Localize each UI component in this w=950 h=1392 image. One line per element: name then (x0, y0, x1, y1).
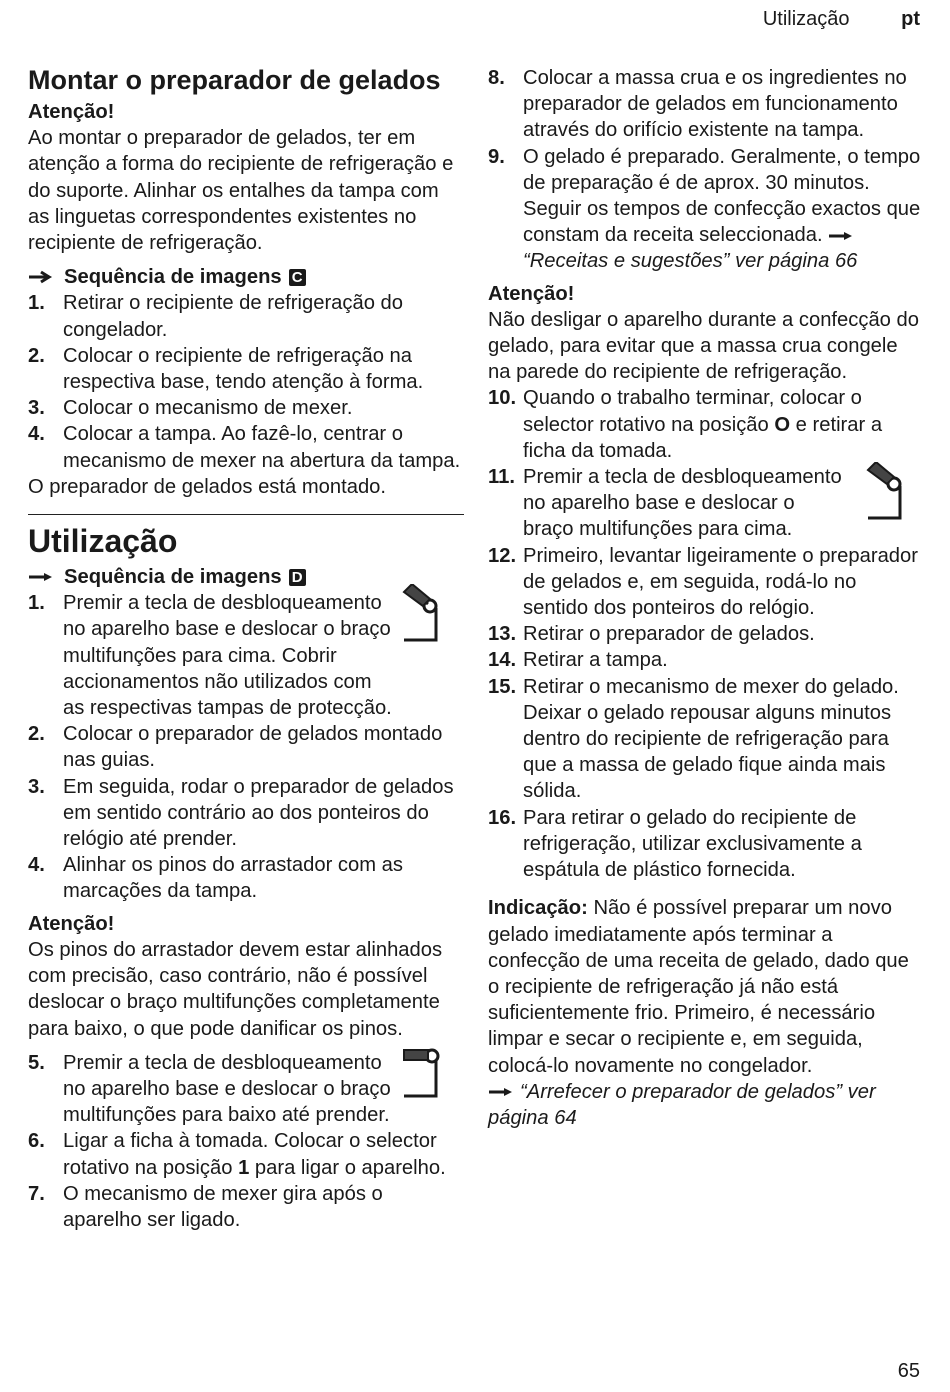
step-text-pre: Ligar a ficha à tomada. Colocar o selector rotativo na posição (63, 1130, 437, 1179)
step-number: 7. (28, 1182, 45, 1205)
arm-up-icon (866, 462, 910, 524)
step-text: Em seguida, rodar o preparador de gelados em sentido contrário ao dos ponteiros do relógio até prender. (63, 775, 454, 851)
sequence-d (28, 564, 464, 590)
step-number: 9. (488, 145, 505, 168)
step-number: 1. (28, 292, 45, 315)
step-text (63, 1128, 464, 1180)
step-text-post: e retirar a ficha da tomada. (523, 413, 883, 462)
list-item (28, 395, 464, 421)
list-item (28, 343, 464, 395)
step-number: 14. (488, 649, 517, 672)
right-arrow-icon (828, 229, 854, 243)
list-item (488, 805, 924, 884)
step-text-pre: Quando o trabalho terminar, colocar o selector rotativo na posição (523, 387, 862, 436)
step-text: O mecanismo de mexer gira após o aparelho ser ligado. (63, 1182, 383, 1231)
page-header (763, 6, 920, 32)
step-text-post: para ligar o aparelho. (249, 1156, 446, 1179)
util-steps-a (28, 590, 464, 904)
list-item (488, 385, 924, 464)
right-warning-label: Atenção! (488, 282, 575, 305)
step-text: Retirar o mecanismo de mexer do gelado. Deixar o gelado repousar alguns minutos dentro do recipiente de refrigeração para que a massa de gelado fique ainda mais sólida. (523, 675, 899, 803)
header-section: Utilização (762, 8, 850, 30)
list-item (488, 144, 924, 275)
util-title: Utilização (28, 523, 178, 560)
section-divider (28, 514, 464, 515)
step-text: Colocar a massa crua e os ingredientes no preparador de gelados em funcionamento através do orifício existente na tampa. (523, 67, 907, 142)
list-item (28, 774, 464, 853)
step-text: Retirar o preparador de gelados. (523, 623, 815, 646)
step-number: 4. (28, 423, 45, 446)
list-item (488, 464, 924, 543)
step-text (523, 464, 924, 543)
montar-steps (28, 290, 464, 473)
sequence-box-d: D (289, 569, 306, 586)
list-item (28, 421, 464, 473)
arm-up-icon (402, 584, 446, 646)
left-column (28, 63, 464, 1233)
sequence-label: Sequência de imagens (64, 566, 282, 589)
step-number: 3. (28, 397, 45, 420)
list-item (488, 65, 924, 144)
util-warning-text: Os pinos do arrastador devem estar alinhados com precisão, caso contrário, não é possível deslocar o braço multifunções completamente para baixo, o que pode danificar os pinos. (28, 938, 443, 1040)
step-text: Colocar o recipiente de refrigeração na respectiva base, tendo atenção à forma. (63, 344, 424, 394)
step-number: 8. (488, 67, 505, 89)
position-value: O (774, 413, 791, 436)
step-number: 16. (488, 806, 517, 829)
right-arrow-icon (28, 270, 54, 284)
util-steps-b (28, 1050, 464, 1233)
sequence-label: Sequência de imagens (64, 266, 282, 289)
sequence-box-c: C (289, 269, 306, 286)
step-number: 3. (28, 775, 45, 798)
step-number: 12. (488, 544, 517, 567)
step-text: Colocar o preparador de gelados montado nas guias. (63, 723, 443, 772)
arm-down-icon (402, 1046, 446, 1108)
montar-warning-label: Atenção! (28, 101, 115, 123)
list-item (28, 1050, 464, 1129)
page-number: 65 (897, 1359, 920, 1382)
list-item (28, 590, 464, 721)
note-reference (488, 1079, 924, 1131)
util-warning-label: Atenção! (28, 912, 115, 935)
step-number: 4. (28, 854, 45, 877)
step-number: 2. (28, 344, 45, 367)
step-text: Colocar o mecanismo de mexer. (63, 397, 353, 420)
step-number: 13. (488, 623, 517, 646)
list-item (28, 1181, 464, 1233)
step-text: Colocar a tampa. Ao fazê-lo, centrar o mecanismo de mexer na abertura da tampa. (63, 423, 461, 472)
step-number: 5. (28, 1051, 45, 1074)
step-number: 10. (488, 387, 517, 410)
cross-reference-link: “Arrefecer o preparador de gelados” ver página 64 (488, 1080, 876, 1129)
position-value: 1 (238, 1156, 250, 1179)
step-text (523, 385, 924, 464)
list-item (488, 543, 924, 622)
util-steps-c (488, 65, 924, 275)
step-text-content: Premir a tecla de desbloqueamento no aparelho base e deslocar o braço multifunções para cima. (523, 466, 842, 541)
list-item (28, 290, 464, 342)
step-number: 1. (28, 592, 45, 615)
montar-title: Montar o preparador de gelados (28, 65, 441, 95)
list-item (488, 674, 924, 805)
step-text-content: O gelado é preparado. Geralmente, o tempo de preparação é de aprox. 30 minutos. Seguir os tempos de confecção exactos que constam da receita seleccionada. (523, 145, 921, 247)
cross-reference-link: “Receitas e sugestões” ver página 66 (523, 250, 858, 273)
right-warning-text: Não desligar o aparelho durante a confecção do gelado, para evitar que a massa crua congele na parede do recipiente de refrigeração. (488, 308, 919, 384)
right-arrow-icon (488, 1085, 514, 1099)
list-item (28, 1128, 464, 1180)
list-item (28, 852, 464, 904)
step-number: 11. (488, 466, 515, 489)
right-arrow-icon (28, 570, 54, 584)
step-number: 6. (28, 1130, 45, 1153)
step-text (523, 144, 924, 275)
step-number: 2. (28, 723, 45, 746)
note-text: Não é possível preparar um novo gelado imediatamente após terminar a confecção de uma receita de gelado, dado que o recipiente de refrigeração já não está suficientemente frio. Primeiro, é necessário limpar e secar o recipiente e, em seguida, colocá-lo novamente no congelador. (488, 897, 909, 1077)
step-text: Retirar o recipiente de refrigeração do congelador. (63, 292, 404, 341)
montar-warning-text: Ao montar o preparador de gelados, ter em atenção a forma do recipiente de refrigeração e do suporte. Alinhar os entalhes da tampa com as linguetas correspondentes existentes no recipiente de refrigeração. (28, 127, 454, 255)
sequence-c (28, 264, 464, 290)
step-text: Retirar a tampa. (523, 649, 668, 672)
step-number: 15. (488, 675, 517, 698)
right-column (488, 65, 924, 1131)
note-paragraph (488, 895, 924, 1078)
note-label: Indicação: (488, 897, 588, 920)
util-steps-d (488, 385, 924, 883)
step-text-content: Premir a tecla de desbloqueamento no aparelho base e deslocar o braço multifunções para cima. Cobrir accionamentos não utilizados com as respectivas tampas de protecção. (63, 592, 392, 720)
list-item (488, 621, 924, 647)
list-item (488, 647, 924, 673)
step-text: Alinhar os pinos do arrastador com as marcações da tampa. (63, 854, 403, 903)
step-text-content: Premir a tecla de desbloqueamento no aparelho base e deslocar o braço multifunções para baixo até prender. (63, 1051, 391, 1127)
step-text: Primeiro, levantar ligeiramente o preparador de gelados e, em seguida, rodá-lo no sentido dos ponteiros do relógio. (523, 544, 918, 620)
list-item (28, 721, 464, 773)
montar-done: O preparador de gelados está montado. (28, 475, 387, 498)
step-text: Para retirar o gelado do recipiente de refrigeração, utilizar exclusivamente a espátula de plástico fornecida. (523, 806, 862, 882)
header-lang: pt (901, 8, 920, 30)
